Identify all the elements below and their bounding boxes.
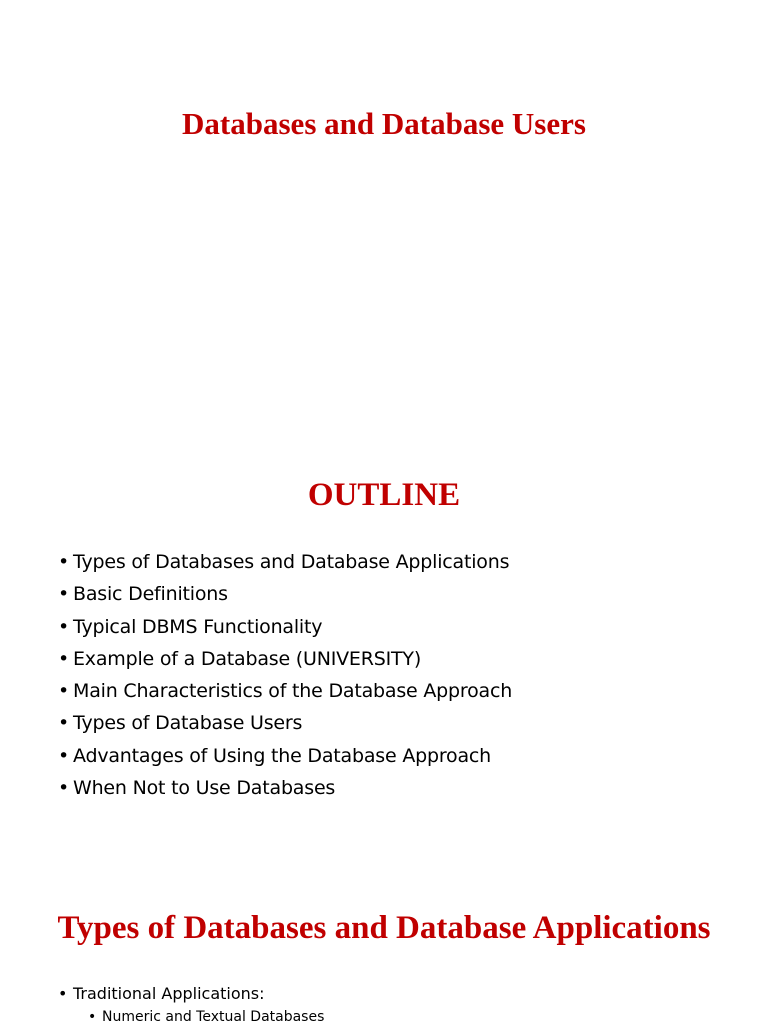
- slide3-sublist: [88, 1007, 324, 1027]
- slide1-title: Databases and Database Users: [182, 106, 586, 141]
- slide2-title: OUTLINE: [307, 477, 461, 513]
- list-item: • Example of a Database (UNIVERSITY): [58, 643, 512, 675]
- list-item: • When Not to Use Databases: [58, 772, 512, 804]
- list-item: • Types of Database Users: [58, 707, 512, 739]
- list-item: • Advantages of Using the Database Approach: [58, 740, 512, 772]
- list-item: • Main Characteristics of the Database Approach: [58, 675, 512, 707]
- list-item: • Types of Databases and Database Applications: [58, 546, 512, 578]
- list-item: • Basic Definitions: [58, 578, 512, 610]
- list-item: • Numeric and Textual Databases: [88, 1007, 324, 1027]
- outline-list: [58, 546, 512, 804]
- slide3-list: [58, 983, 265, 1005]
- list-item: • Traditional Applications:: [58, 983, 265, 1005]
- slide3-title: Types of Databases and Database Applications: [57, 910, 711, 946]
- list-item: • Typical DBMS Functionality: [58, 611, 512, 643]
